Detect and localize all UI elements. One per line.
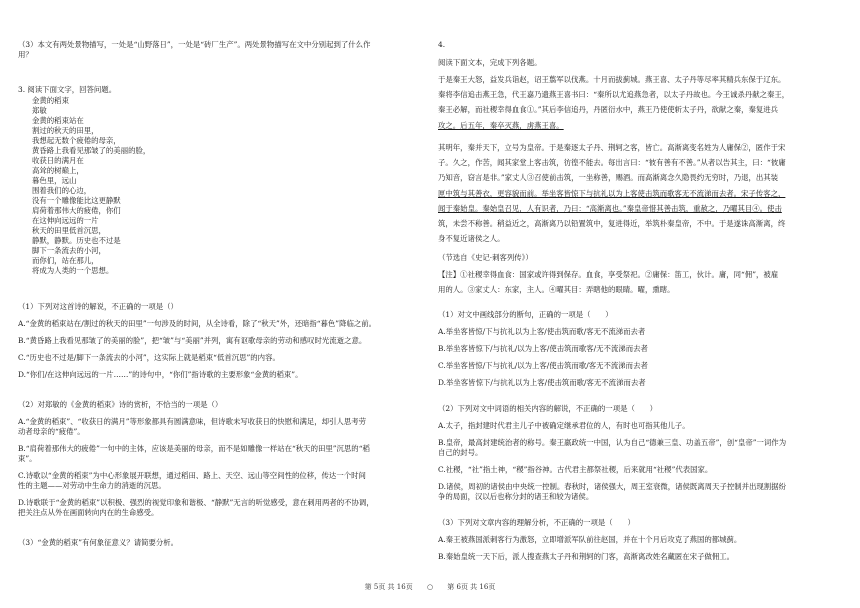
underlined-line: 匣中筑与其善衣，更容貌而前。举坐客皆惊下与抗礼以为上客使击筑而歌客无不流涕而去者。宋子传客之， — [438, 188, 786, 198]
text-line: 秦王必解，而社稷幸得血食①。”其后李信追丹，丹匿衍水中，燕王乃使使斩太子丹，欲献之秦，秦复进兵 — [438, 105, 779, 115]
poem-line: 郑敏 — [32, 105, 47, 115]
option-b[interactable]: B.秦始皇统一天下后，派人搜查燕太子丹和荆轲的门客，高渐离改姓名藏匿在宋子做佣工。 — [438, 551, 735, 561]
page-footer — [0, 582, 860, 592]
sub-question-1 — [18, 302, 418, 380]
sub-question-3: （3）“金黄的稻束”有何象征意义？请简要分析。 — [18, 538, 179, 547]
text-line: 其明年，秦并天下，立号为皇帝。于是秦逐太子丹、荆轲之客，皆亡。高渐离变名姓为人庸保②，匿作于宋 — [438, 143, 786, 152]
sub-question-3 — [438, 518, 838, 562]
page-number-left: 第 5页 共 16页 — [364, 583, 413, 591]
option-a[interactable]: A.秦王被燕国派刺客行为激怒，立即增派军队前往赵国，并在十个月后攻克了燕国的都城蓟。 — [438, 534, 742, 544]
option-d[interactable]: D.“你们/在这伸向远远的一片……”的诗句中，“你们”指诗歌的主要形象“金黄的稻束”。 — [18, 369, 303, 379]
question-stem: （2）对郑敏的《金黄的稻束》诗的赏析，不恰当的一项是（） — [18, 400, 223, 409]
right-column — [438, 0, 838, 590]
poem-line: 围着我们的心边， — [32, 185, 92, 195]
option-a[interactable]: A.“金黄的稻束”、“收获日的满月”等形象都具有圆满意味，但诗歌未写收获日的快慰和满足，却引人思考劳 动者母亲的“疲倦”。 — [18, 416, 366, 436]
poem-line: 黄昏路上我看见那皱了的美丽的脸， — [32, 145, 151, 155]
page-number-right: 第 6页 共 16页 — [447, 583, 496, 591]
poem-line: 将成为人类的一个思想。 — [32, 265, 114, 275]
option-d[interactable]: D.举坐客皆惊下/与抗礼以为上客/使击筑而歌/客无不流涕而去者 — [438, 377, 646, 387]
passage-paragraph-2 — [438, 140, 838, 246]
poem-line: 收获日的满月在 — [32, 155, 84, 165]
poem-line: 肩荷着那伟大的疲倦，你们 — [32, 205, 121, 215]
question-stem: （1）对文中画线部分的断句，正确的一项是（ ） — [438, 310, 613, 319]
passage-paragraph-1 — [438, 72, 838, 133]
q3-sub-question — [18, 40, 418, 60]
option-c[interactable]: C.诗歌以“金黄的稻束”为中心形象展开联想，通过稻田、路上、天空、远山等空间性的位移，传达一个时间 性的主题——对劳动中生命力的消逝的沉思。 — [18, 470, 366, 490]
poem-line: 金黄的稻束站在 — [32, 115, 84, 125]
question-4-title: 4. — [438, 40, 446, 49]
underlined-line: 闻于秦始皇。秦始皇召见，人有识者，乃曰：“高渐离也。”秦皇帝惜其善击筑，重赦之，乃曜其目④。使击 — [438, 203, 782, 213]
option-c[interactable]: C.举坐客皆惊/下与抗礼/以为上客/使击筑而歌/客无不流涕而去者 — [438, 360, 648, 370]
text-line: 于是秦王大怒，益发兵诣赵，诏王翦军以伐燕。十月而拔蓟城。燕王喜、太子丹等尽率其精兵东保于辽东。 — [438, 75, 786, 84]
annotation-note: 【注】①社稷幸得血食：国家或许得到保存。血食，享受祭祀。②庸保：笛工，伙计。庸，同“佣”，被雇 用的人。③家丈人：东家，主人。④曜其目：弄瞎他的眼睛。曜，熏瞎。 — [438, 270, 779, 294]
option-a[interactable]: A.太子，指封建时代君主儿子中被确定继承君位的人，有时也可指其他儿子。 — [438, 420, 690, 430]
poem-line: 而你们，站在那儿， — [32, 255, 99, 265]
question-stem: （2）下列对文中词语的相关内容的解说，不正确的一项是（ ） — [438, 404, 658, 413]
question-stem: （1）下列对这首诗的解说，不正确的一项是（） — [18, 302, 178, 311]
text-line: 身不复近诸侯之人。 — [438, 234, 505, 244]
poem-line: 我想起无数个疲倦的母亲， — [32, 135, 121, 145]
poem — [18, 96, 418, 276]
poem-line: 割过的秋天的田里， — [32, 125, 99, 135]
source-citation: （节选自《史记·刺客列传》） — [438, 253, 533, 262]
sub-question-1 — [438, 310, 838, 388]
question-stem: （3）下列对文章内容的理解分析，不正确的一项是（ ） — [438, 518, 635, 527]
option-d[interactable]: D.诸侯，周初的诸侯由中央统一控制。春秋时，诸侯强大，周王室衰微，诸侯既离周天子控制并出现割据纷 争的局面，汉以后也称分封的诸王和较为诸侯。 — [438, 481, 786, 501]
option-c[interactable]: C.“历史也不过是/脚下一条流去的小河”，这实际上就是稻束“低首沉思”的内容。 — [18, 352, 280, 362]
text-line: （3）本文有两处景物描写，一处是“山野落日”，一处是“砖厂生产”。两处景物描写在文中分别起到了什么作 — [18, 40, 371, 49]
poem-line: 高耸的树巅上， — [32, 165, 84, 175]
poem-line: 秋天的田里低首沉思， — [32, 225, 106, 235]
option-b[interactable]: B.“黄昏路上我看见那皱了的美丽的脸”，把“皱”与“美丽”并列，寓有讴歌母亲的劳动和感叹时光流逝之意。 — [18, 335, 367, 345]
text-line: 筑，未尝不称善。稍益近之，高渐离乃以铅置筑中，复进得近，举筑朴秦皇帝，不中。于是遂诛高渐离，终 — [438, 218, 786, 228]
poem-line: 脚下一条流去的小河， — [32, 245, 106, 255]
sub-question-2 — [18, 400, 418, 518]
binding-circle: ○ — [426, 583, 434, 591]
option-b[interactable]: B.“肩荷着那伟大的疲倦”一句中的主体，应该是美丽的母亲，而不是如雕像一样站在“秋天的田里”沉思的“稻 束”。 — [18, 443, 370, 463]
option-b[interactable]: B.举坐客皆惊下/与抗礼/以为上客/使击筑而歌客/无不流涕而去者 — [438, 343, 648, 353]
poem-line: 在这伸向远远的一片 — [32, 215, 99, 225]
instruction: 阅读下面文本，完成下列各题。 — [438, 58, 542, 67]
text-line: 秦将李信追击燕王急，代王嘉乃遗燕王喜书曰：“秦所以尤追燕急者，以太子丹故也。今王诚杀丹献之秦王， — [438, 90, 790, 100]
underlined-line: 攻之。后五年，秦卒灭燕，虏燕王喜。 — [438, 120, 564, 130]
poem-line: 金黄的稻束 — [32, 96, 69, 105]
left-column — [18, 0, 418, 590]
option-d[interactable]: D.诗歌联于“金黄的稻束”以积极、强烈的视觉印象和谐极、“静默”无言的听觉感受，意在刺用两者的不协调， 把关注点从外在画面转向内在的生命感受。 — [18, 497, 374, 517]
question-3-title: 3. 阅读下面文字，回答问题。 — [18, 85, 117, 94]
poem-line: 暮色里，远山 — [32, 175, 77, 185]
option-c[interactable]: C.社稷，“社”指土神，“稷”指谷神。古代君主都祭社稷，后来就用“社稷”代表国家。 — [438, 464, 713, 474]
poem-line: 没有一个雕像能比这更静默 — [32, 195, 121, 205]
sub-question-2 — [438, 404, 838, 502]
text-line: 用？ — [18, 49, 33, 59]
option-b[interactable]: B.皇帝，最高封建统治者的称号。秦王嬴政统一中国，认为自己“德兼三皇、功盖五帝”，创“皇帝”一词作为 自己的封号。 — [438, 437, 787, 457]
text-line: 乃知音，窃言是非。”家丈人③召使前击筑，一坐称善，赐酒。而高渐离念久隐畏约无穷时，乃退，出其装 — [438, 173, 779, 183]
poem-line: 静默，静默。历史也不过是 — [32, 235, 121, 245]
option-a[interactable]: A.“金黄的稻束站在/割过的秋天的田里”一句涉及的时间，从全诗看，除了“秋天”外，还暗指“暮色”降临之前。 — [18, 318, 377, 328]
option-a[interactable]: A.举坐客皆惊/下与抗礼以为上客/使击筑而歌/客无不流涕而去者 — [438, 326, 646, 336]
text-line: 子。久之，作苦，闻其家堂上客击筑，彷徨不能去。每出言曰：“彼有善有不善。”从者以告其主，曰：“彼庸 — [438, 158, 786, 168]
